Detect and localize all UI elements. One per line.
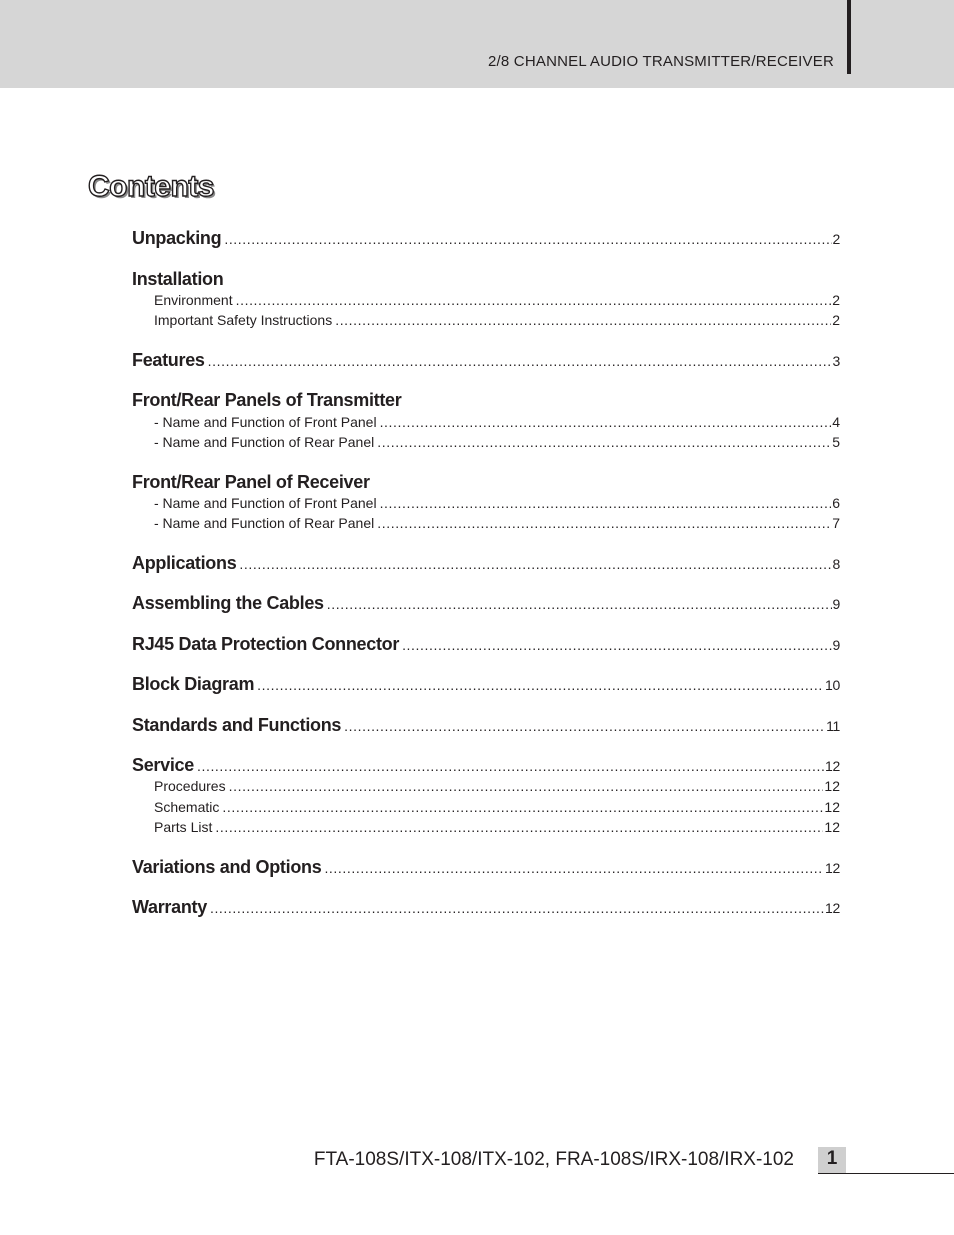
toc-entry-label: Block Diagram [132, 674, 255, 694]
toc-page-number: 7 [832, 515, 840, 531]
toc-entry-label: RJ45 Data Protection Connector [132, 634, 400, 654]
toc-heading [132, 269, 840, 290]
toc-entry-label: Parts List [154, 819, 213, 835]
toc-entry-label: Assembling the Cables [132, 593, 324, 613]
toc-leader [324, 860, 824, 876]
toc-page-number: 12 [825, 758, 840, 774]
toc-entry[interactable] [132, 593, 840, 614]
toc-subentry[interactable] [132, 312, 840, 328]
toc-entry-label: Unpacking [132, 228, 222, 248]
toc-page-number: 8 [832, 556, 840, 572]
toc-page-number: 11 [826, 718, 840, 734]
toc-page-number: 9 [832, 637, 840, 653]
toc-entry-label: Warranty [132, 897, 207, 917]
toc-page-number: 12 [824, 799, 840, 815]
toc-leader [402, 637, 831, 653]
header-band [0, 0, 954, 88]
toc-heading-label: Installation [132, 269, 224, 289]
toc-entry[interactable] [132, 228, 840, 249]
toc-leader [239, 556, 831, 572]
toc-page-number: 12 [825, 860, 840, 876]
toc-entry-label: Procedures [154, 778, 226, 794]
toc-subentry[interactable] [132, 778, 840, 794]
toc-entry[interactable] [132, 634, 840, 655]
toc-entry-label: Features [132, 350, 205, 370]
toc-leader [208, 353, 832, 369]
toc-entry-label: Important Safety Instructions [154, 312, 333, 328]
toc-entry[interactable] [132, 674, 840, 695]
header-divider [847, 0, 851, 74]
toc-page-number: 2 [832, 292, 840, 308]
toc-entry[interactable] [132, 897, 840, 918]
toc-leader [327, 596, 832, 612]
toc-page-number: 6 [832, 495, 840, 511]
toc-leader [236, 292, 832, 308]
toc-subentry[interactable] [132, 495, 840, 511]
toc-page-number: 12 [824, 778, 840, 794]
toc-page-number: 2 [832, 312, 840, 328]
toc-leader [377, 434, 831, 450]
toc-leader [215, 819, 823, 835]
toc-leader [197, 758, 824, 774]
toc-entry-label: Variations and Options [132, 857, 322, 877]
toc-subentry[interactable] [132, 292, 840, 308]
toc-heading-label: Front/Rear Panels of Transmitter [132, 390, 402, 410]
toc-leader [380, 495, 832, 511]
toc-leader [380, 414, 832, 430]
toc-entry-label: Standards and Functions [132, 715, 342, 735]
toc-page-number: 12 [824, 819, 840, 835]
toc-page-number: 4 [832, 414, 840, 430]
toc-leader [210, 900, 824, 916]
toc-page-number: 10 [825, 677, 840, 693]
toc-subentry[interactable] [132, 799, 840, 815]
toc-entry[interactable] [132, 350, 840, 371]
toc-subentry[interactable] [132, 414, 840, 430]
toc-heading [132, 472, 840, 493]
toc-leader [224, 231, 831, 247]
toc-entry-label: Service [132, 755, 194, 775]
toc-leader [229, 778, 824, 794]
page-number: 1 [826, 1148, 838, 1169]
toc-subentry[interactable] [132, 434, 840, 450]
toc-entry-label: Environment [154, 292, 233, 308]
footer-rule [818, 1173, 954, 1174]
toc-heading-label: Front/Rear Panel of Receiver [132, 472, 370, 492]
toc-entry-label: - Name and Function of Front Panel [154, 495, 377, 511]
toc-heading [132, 390, 840, 411]
toc-subentry[interactable] [132, 515, 840, 531]
toc-entry-label: - Name and Function of Rear Panel [154, 434, 375, 450]
toc-subentry[interactable] [132, 819, 840, 835]
toc-page-number: 2 [832, 231, 840, 247]
toc-leader [377, 515, 831, 531]
toc-leader [344, 718, 825, 734]
toc-entry-label: Schematic [154, 799, 220, 815]
header-title: 2/8 CHANNEL AUDIO TRANSMITTER/RECEIVER [487, 53, 834, 70]
toc-page-number: 3 [832, 353, 840, 369]
toc-entry[interactable] [132, 857, 840, 878]
toc-entry-label: - Name and Function of Front Panel [154, 414, 377, 430]
toc-entry[interactable] [132, 553, 840, 574]
toc-entry-label: Applications [132, 553, 237, 573]
contents-title: Contents [88, 170, 214, 203]
toc-page-number: 9 [832, 596, 840, 612]
footer-model-numbers: FTA-108S/ITX-108/ITX-102, FRA-108S/IRX-108/IRX-102 [313, 1149, 794, 1170]
toc-leader [222, 799, 823, 815]
toc-leader [335, 312, 831, 328]
toc-page-number: 12 [825, 900, 840, 916]
toc-page-number: 5 [832, 434, 840, 450]
toc-leader [257, 677, 824, 693]
toc-entry-label: - Name and Function of Rear Panel [154, 515, 375, 531]
toc-entry[interactable] [132, 755, 840, 776]
toc-entry[interactable] [132, 715, 840, 736]
